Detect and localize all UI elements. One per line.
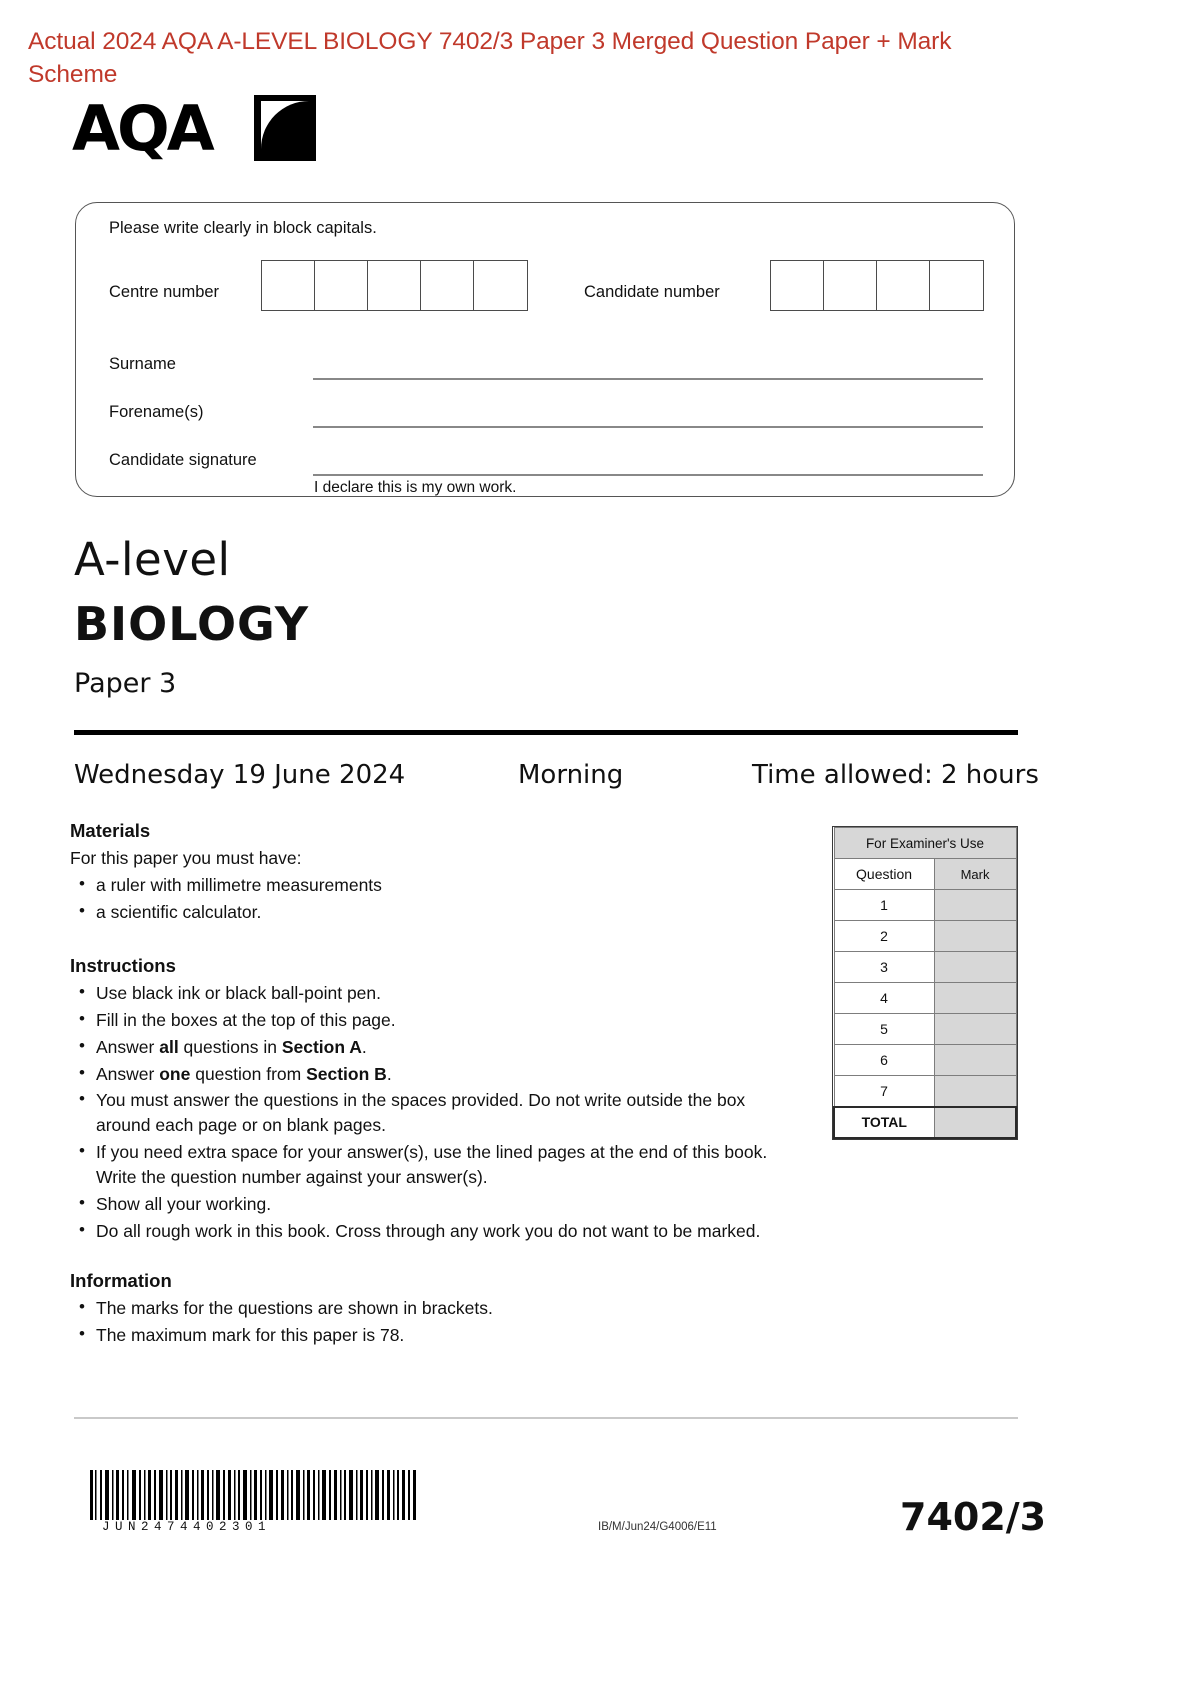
materials-heading: Materials <box>70 820 151 841</box>
list-item: • Show all your working. <box>96 1192 800 1217</box>
examiner-table-title: For Examiner's Use <box>834 828 1016 859</box>
list-item: • Do all rough work in this book. Cross through any work you do not want to be marked. <box>96 1219 800 1244</box>
for-examiners-use-table <box>832 826 1018 1140</box>
list-item: • You must answer the questions in the spaces provided. Do not write outside the box around each page or on blank pages. <box>96 1088 800 1138</box>
centre-number-cell[interactable] <box>262 261 315 310</box>
question-number: 3 <box>834 952 934 983</box>
forename-label: Forename(s) <box>109 403 204 421</box>
information-list <box>70 1296 800 1348</box>
candidate-signature-input[interactable] <box>313 474 983 476</box>
list-item: • If you need extra space for your answer(s), use the lined pages at the end of this book. Write the question number against your answer(s). <box>96 1140 800 1190</box>
centre-number-cell[interactable] <box>368 261 421 310</box>
qualification-level: A-level <box>74 533 231 586</box>
barcode-bars-icon <box>88 1470 418 1520</box>
centre-number-label: Centre number <box>109 283 220 301</box>
forename-input[interactable] <box>313 426 983 428</box>
mark-input[interactable] <box>934 1014 1016 1045</box>
list-item: • The marks for the questions are shown in brackets. <box>96 1296 800 1321</box>
candidate-number-input[interactable] <box>770 260 984 311</box>
table-row <box>834 1014 1016 1045</box>
candidate-details-box <box>75 202 1015 497</box>
mark-input[interactable] <box>934 952 1016 983</box>
exam-time-allowed: Time allowed: 2 hours <box>752 760 1039 790</box>
list-item: • The maximum mark for this paper is 78. <box>96 1323 800 1348</box>
centre-number-cell[interactable] <box>315 261 368 310</box>
list-item: • Fill in the boxes at the top of this page. <box>96 1008 800 1033</box>
table-row <box>834 1076 1016 1107</box>
surname-input[interactable] <box>313 378 983 380</box>
mark-input[interactable] <box>934 1045 1016 1076</box>
aqa-logo <box>72 93 322 165</box>
list-item: • Answer all questions in Section A. <box>96 1035 800 1060</box>
question-number: 7 <box>834 1076 934 1107</box>
question-number: 5 <box>834 1014 934 1045</box>
mark-input[interactable] <box>934 921 1016 952</box>
exam-date: Wednesday 19 June 2024 <box>74 760 406 790</box>
examiner-col-mark: Mark <box>934 859 1016 890</box>
centre-number-input[interactable] <box>261 260 528 311</box>
mark-input[interactable] <box>934 983 1016 1014</box>
materials-list <box>70 873 800 925</box>
total-mark-input[interactable] <box>934 1107 1016 1138</box>
candidate-number-cell[interactable] <box>824 261 877 310</box>
aqa-leaf-icon <box>254 95 316 161</box>
materials-lead: For this paper you must have: <box>70 848 302 869</box>
table-row-total <box>834 1107 1016 1138</box>
subject-title: BIOLOGY <box>74 597 310 651</box>
instructions-list <box>70 981 800 1243</box>
question-number: 2 <box>834 921 934 952</box>
mark-input[interactable] <box>934 890 1016 921</box>
centre-number-cell[interactable] <box>474 261 527 310</box>
block-capitals-instruction: Please write clearly in block capitals. <box>109 219 377 237</box>
candidate-number-cell[interactable] <box>877 261 930 310</box>
question-number: 1 <box>834 890 934 921</box>
list-item: • Answer one question from Section B. <box>96 1062 800 1087</box>
aqa-logo-text: AQA <box>72 92 212 165</box>
list-item: • Use black ink or black ball-point pen. <box>96 981 800 1006</box>
candidate-number-cell[interactable] <box>930 261 983 310</box>
document-code: IB/M/Jun24/G4006/E11 <box>598 1521 717 1533</box>
list-item: • a ruler with millimetre measurements <box>96 873 800 898</box>
table-row <box>834 1045 1016 1076</box>
title-divider <box>74 730 1018 735</box>
candidate-signature-label: Candidate signature <box>109 451 257 469</box>
table-row <box>834 890 1016 921</box>
question-number: 6 <box>834 1045 934 1076</box>
footer-divider <box>74 1417 1018 1419</box>
barcode <box>88 1470 418 1532</box>
exam-session: Morning <box>518 760 624 790</box>
listing-title: Actual 2024 AQA A-LEVEL BIOLOGY 7402/3 Paper 3 Merged Question Paper + Mark Scheme <box>28 28 952 88</box>
total-label: TOTAL <box>834 1107 934 1138</box>
instructions-column <box>70 818 800 1349</box>
examiner-col-question: Question <box>834 859 934 890</box>
instructions-heading: Instructions <box>70 954 176 976</box>
candidate-number-label: Candidate number <box>584 283 720 301</box>
centre-number-cell[interactable] <box>421 261 474 310</box>
barcode-number: JUN2474402301 <box>102 1520 272 1534</box>
table-row <box>834 921 1016 952</box>
spacer <box>70 927 800 953</box>
spacer <box>70 1246 800 1268</box>
information-heading: Information <box>70 1269 172 1291</box>
declaration-text: I declare this is my own work. <box>314 479 517 496</box>
candidate-number-cell[interactable] <box>771 261 824 310</box>
question-number: 4 <box>834 983 934 1014</box>
surname-label: Surname <box>109 355 176 373</box>
list-item: • a scientific calculator. <box>96 900 800 925</box>
paper-code: 7402/3 <box>900 1495 1047 1539</box>
paper-number: Paper 3 <box>74 668 177 699</box>
table-row <box>834 983 1016 1014</box>
table-row <box>834 952 1016 983</box>
mark-input[interactable] <box>934 1076 1016 1107</box>
